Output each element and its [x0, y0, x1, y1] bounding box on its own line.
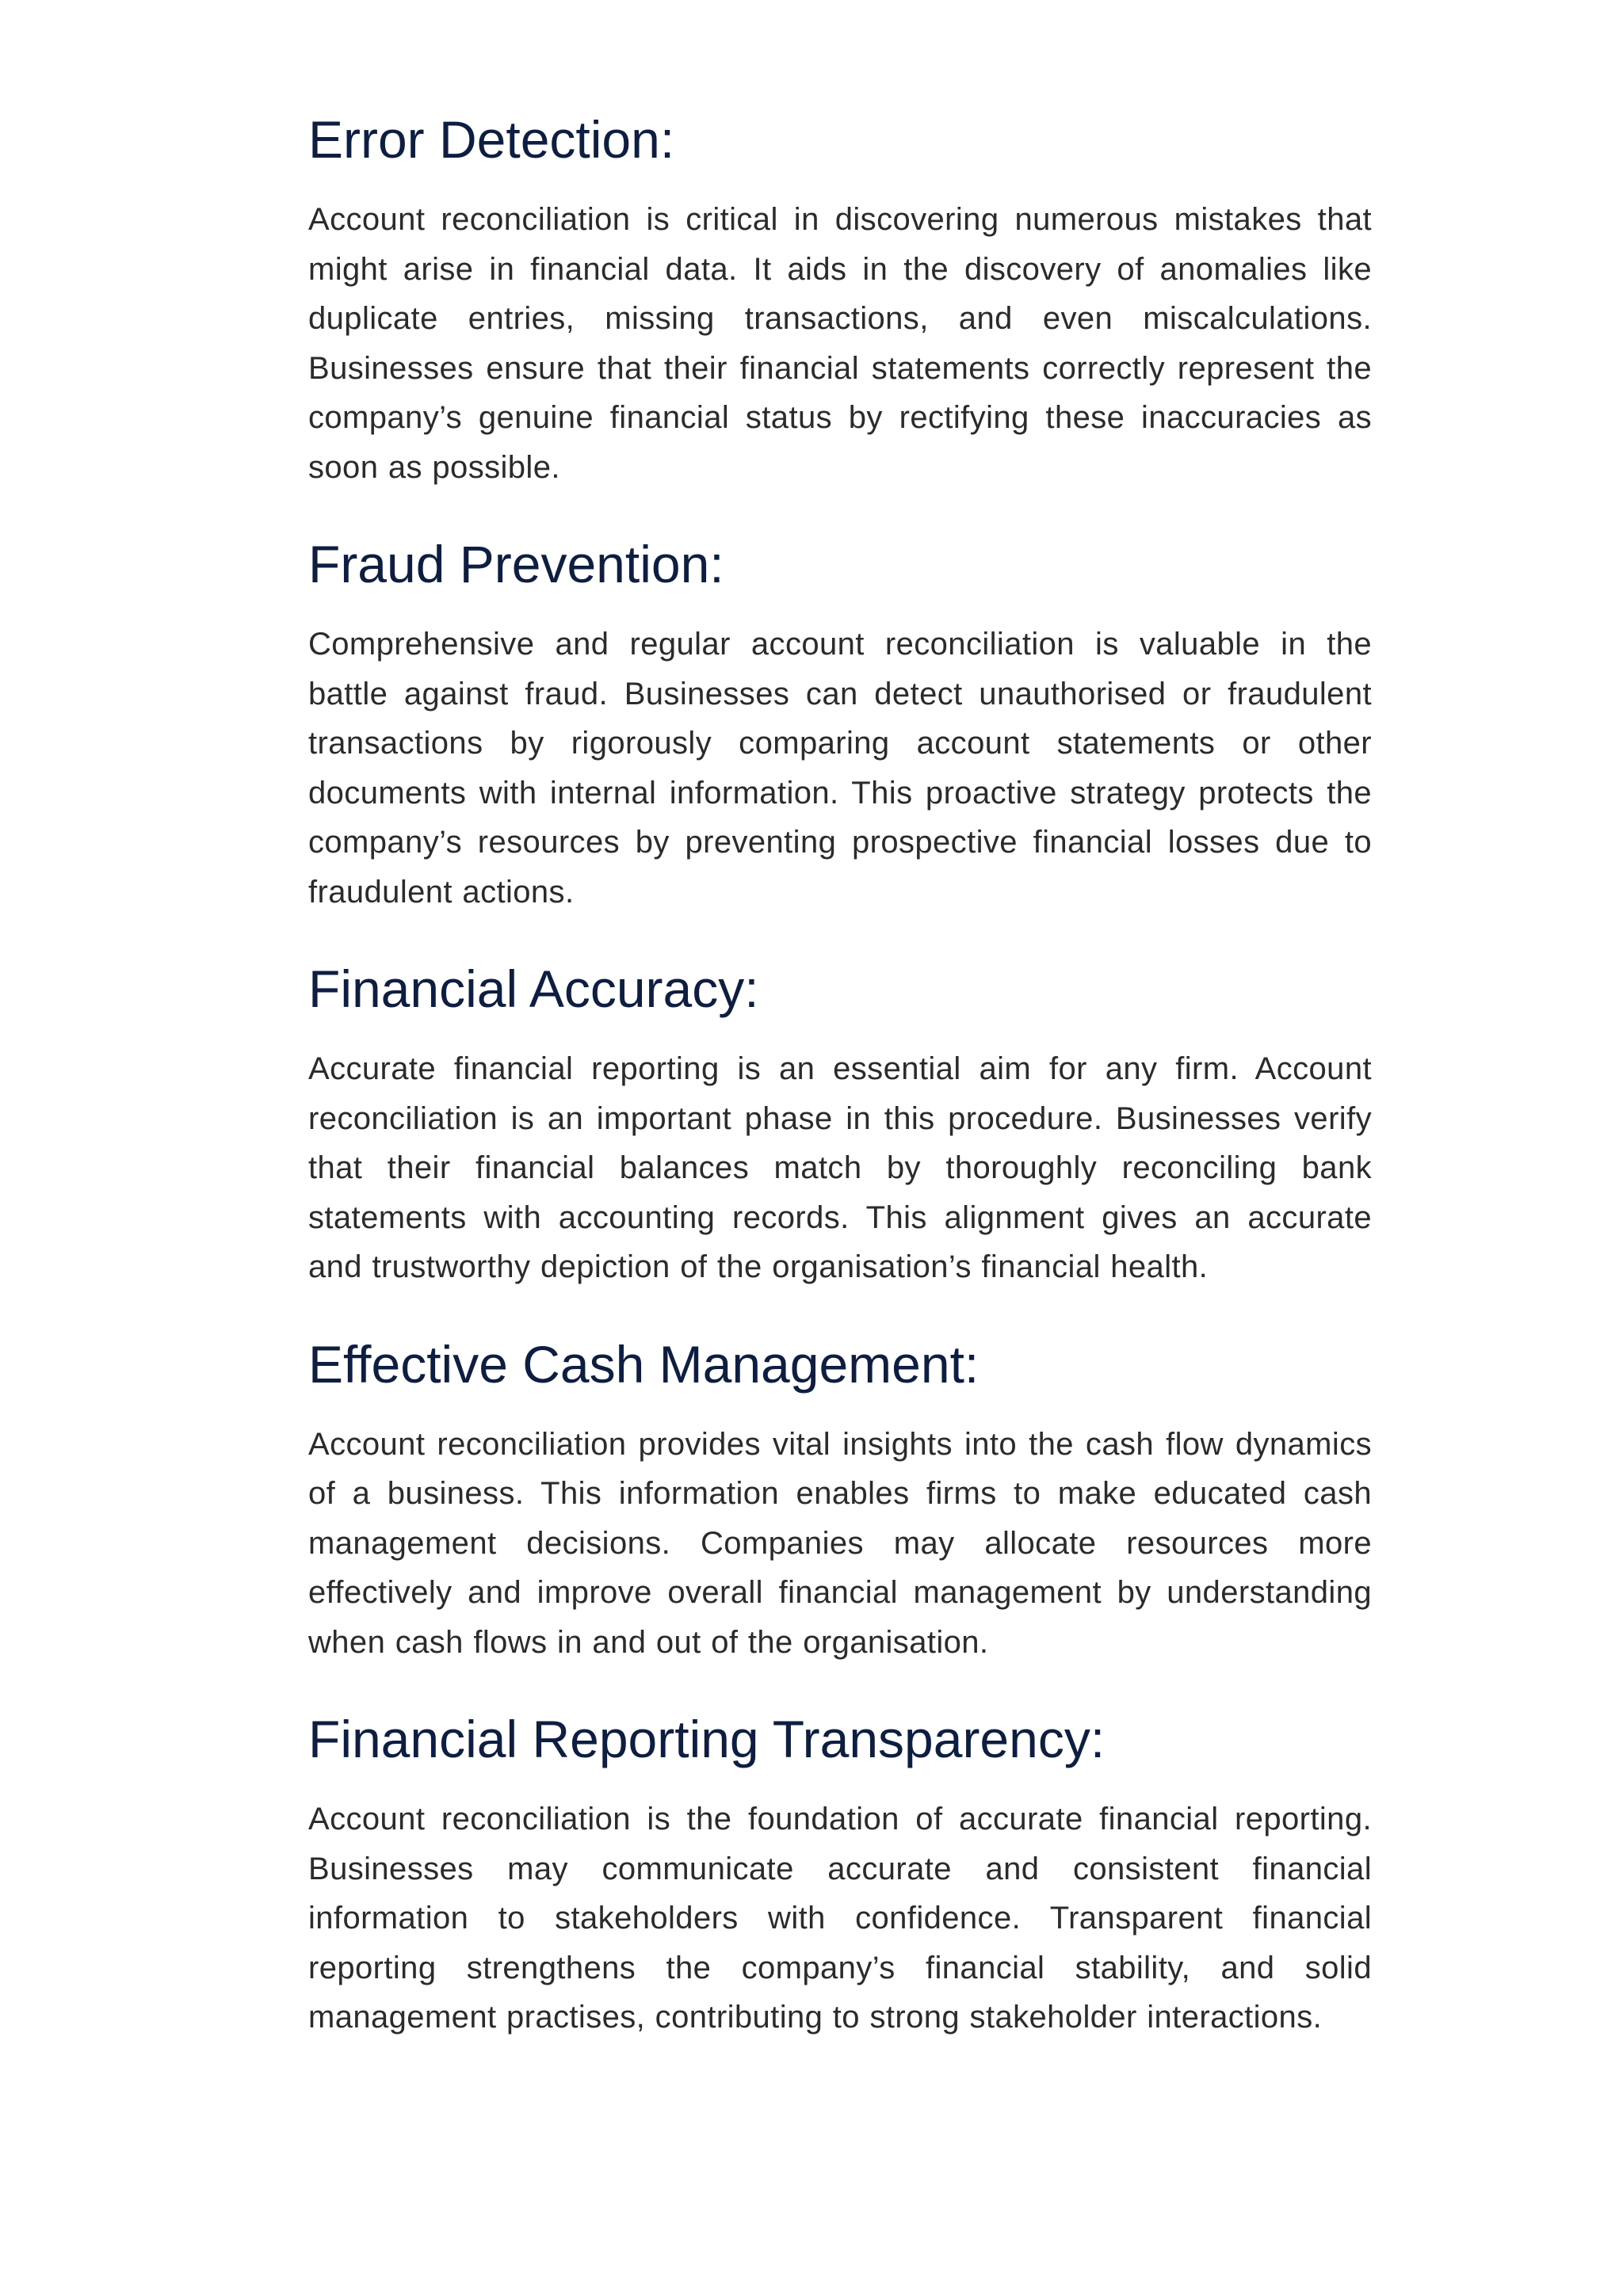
section-heading: Financial Accuracy:: [308, 959, 759, 1018]
section-financial-reporting-transparency: [308, 1704, 1372, 2042]
section-body: Comprehensive and regular account reconciliation is valuable in the battle against fraud. Businesses can detect unauthorised or fraudulent transactions by rigorously comparing account statements or other documents with internal information. This proactive strategy protects the company’s resources by preventing prospective financial losses due to fraudulent actions.: [308, 627, 1372, 910]
section-heading: Fraud Prevention:: [308, 535, 724, 593]
document-page: [308, 105, 1372, 2080]
section-body: Account reconciliation provides vital insights into the cash flow dynamics of a business. This information enables firms to make educated cash management decisions. Companies may allocate resources more effectively and improve overall financial management by understanding when cash flows in and out of the organisation.: [308, 1426, 1372, 1660]
section-body: Account reconciliation is critical in discovering numerous mistakes that might arise in financial data. It aids in the discovery of anomalies like duplicate entries, missing transactions, and even miscalculations. Businesses ensure that their financial statements correctly represent the company’s genuine financial status by rectifying these inaccuracies as soon as possible.: [308, 202, 1372, 485]
section-heading: Error Detection:: [308, 110, 675, 169]
section-body: Account reconciliation is the foundation of accurate financial reporting. Businesses may communicate accurate and consistent financial information to stakeholders with confidence. Transparent financial reporting strengthens the company’s financial stability, and solid management practises, contributing to strong stakeholder interactions.: [308, 1802, 1372, 2035]
section-body: Accurate financial reporting is an essential aim for any firm. Account reconciliation is an important phase in this procedure. Businesses verify that their financial balances match by thoroughly reconciling bank statements with accounting records. This alignment gives an accurate and trustworthy depiction of the organisation’s financial health.: [308, 1051, 1372, 1284]
section-error-detection: [308, 105, 1372, 492]
section-financial-accuracy: [308, 954, 1372, 1292]
section-fraud-prevention: [308, 529, 1372, 917]
section-heading: Financial Reporting Transparency:: [308, 1710, 1106, 1768]
section-heading: Effective Cash Management:: [308, 1334, 980, 1394]
section-effective-cash-management: [308, 1329, 1372, 1668]
